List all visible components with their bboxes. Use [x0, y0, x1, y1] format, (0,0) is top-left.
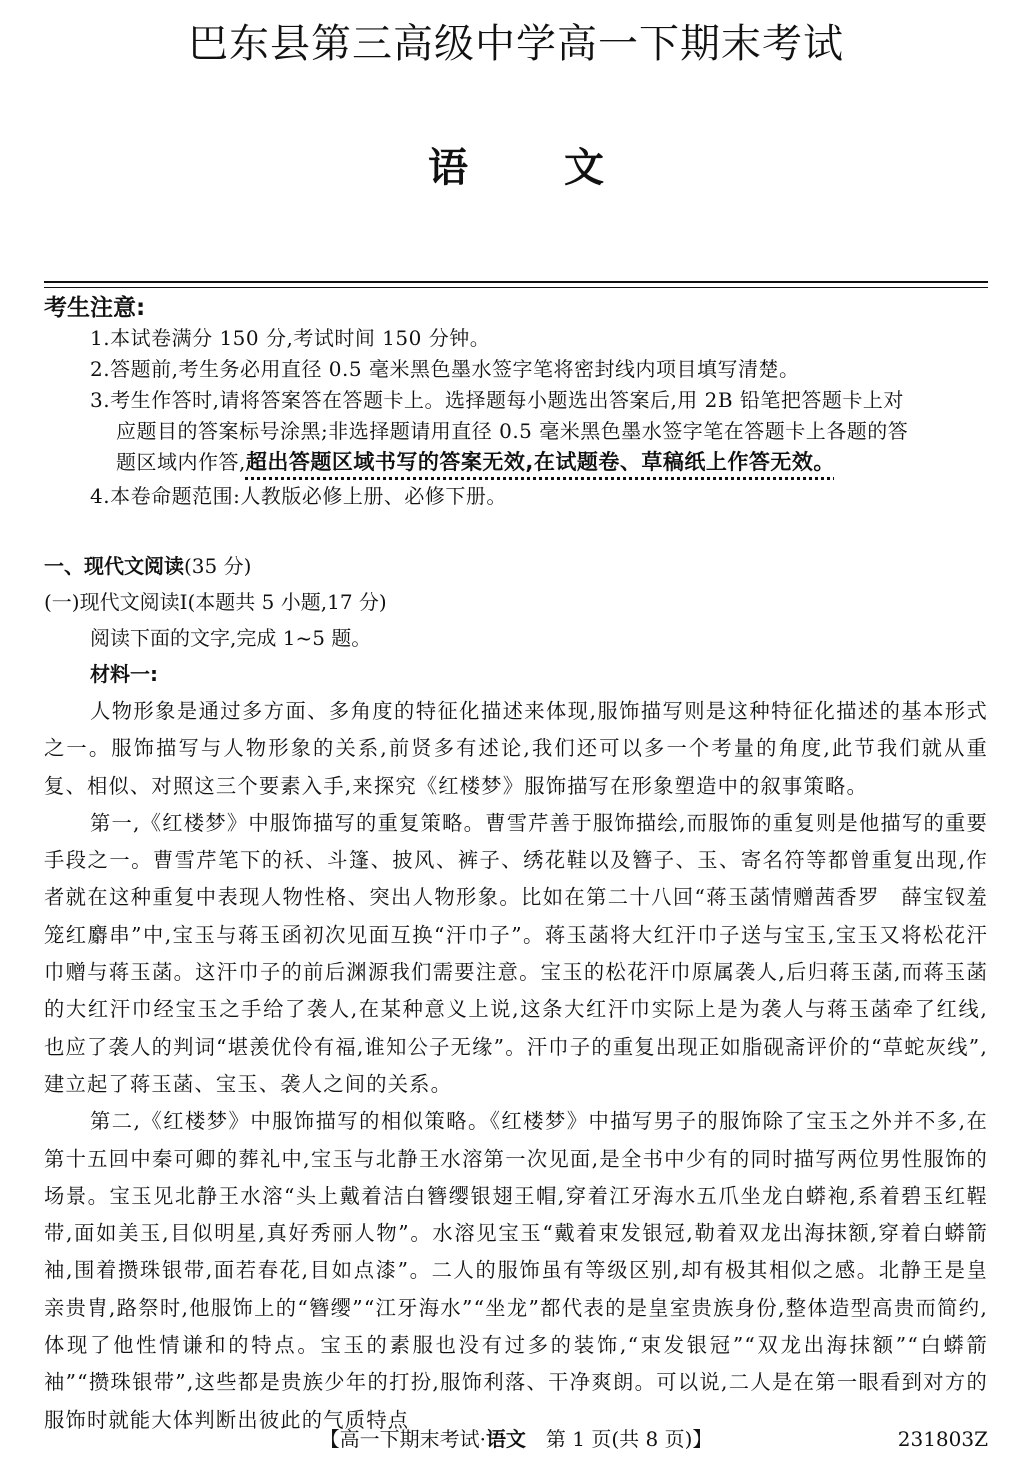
exam-title: 巴东县第三高级中学高一下期末考试	[188, 21, 844, 67]
footer-page-info: 第 1 页(共 8 页)】	[525, 1427, 713, 1451]
subject-title	[0, 136, 1032, 193]
material-label: 材料一:	[90, 662, 158, 686]
passage-paragraph-3: 第二,《红楼梦》中服饰描写的相似策略。《红楼梦》中描写男子的服饰除了宝玉之外并不多,在第十五回中秦可卿的葬礼中,宝玉与北静王水溶第一次见面,是全书中少有的同时描写两位男性服饰的场景。宝玉见北静王水溶“头上戴着洁白簪缨银翅王帽,穿着江牙海水五爪坐龙白蟒袍,系着碧玉红鞓带,面如美玉,目似明星,真好秀丽人物”。水溶见宝玉“戴着束发银冠,勒着双龙出海抹额,穿着白蟒箭袖,围着攒珠银带,面若春花,目如点漆”。二人的服饰虽有等级区别,却有极其相似之感。北静王是皇亲贵胄,路祭时,他服饰上的“簪缨”“江牙海水”“坐龙”都代表的是皇室贵族身份,整体造型高贵而简约,体现了他性情谦和的特点。宝玉的素服也没有过多的装饰,“束发银冠”“双龙出海抹额”“白蟒箭袖”“攒珠银带”,这些都是贵族少年的打扮,服饰利落、干净爽朗。可以说,二人是在第一眼看到对方的服饰时就能大体判断出彼此的气质特点	[44, 1109, 988, 1432]
notice-item-2: 2.答题前,考生务必用直径 0.5 毫米黑色墨水签字笔将密封线内项目填写清楚。	[90, 357, 800, 381]
notice-item-3-plain: 题区域内作答,	[116, 450, 246, 474]
notice-heading: 考生注意:	[44, 295, 146, 321]
section-heading	[44, 550, 251, 582]
passage-paragraph-2: 第一,《红楼梦》中服饰描写的重复策略。曹雪芹善于服饰描绘,而服饰的重复则是他描写的重要手段之一。曹雪芹笔下的袄、斗篷、披风、裤子、绣花鞋以及簪子、玉、寄名符等都曾重复出现,作者就在这种重复中表现人物性格、突出人物形象。比如在第二十八回“蒋玉菡情赠茜香罗 薛宝钗羞笼红麝串”中,宝玉与蒋玉函初次见面互换“汗巾子”。蒋玉菡将大红汗巾子送与宝玉,宝玉又将松花汗巾赠与蒋玉菡。这汗巾子的前后渊源我们需要注意。宝玉的松花汗巾原属袭人,后归蒋玉菡,而蒋玉菡的大红汗巾经宝玉之手给了袭人,在某种意义上说,这条大红汗巾实际上是为袭人与蒋玉菡牵了红线,也应了袭人的判词“堪羡优伶有福,谁知公子无缘”。汗巾子的重复出现正如脂砚斋评价的“草蛇灰线”,建立起了蒋玉菡、宝玉、袭人之间的关系。	[44, 810, 988, 1096]
notice-item-3	[90, 385, 988, 478]
footer-subject: 语文	[485, 1427, 526, 1451]
header-rule-thin	[44, 287, 988, 288]
notice-item-3-line-1: 3.考生作答时,请将答案答在答题卡上。选择题每小题选出答案后,用 2B 铅笔把答题卡上对	[90, 388, 904, 412]
footer-label-pre: 【高一下期末考试·	[319, 1427, 486, 1451]
notice-item-3-line-3	[90, 447, 988, 478]
notice-item-3-line-2: 应题目的答案标号涂黑;非选择题请用直径 0.5 毫米黑色墨水签字笔在答题卡上各题的答	[116, 419, 909, 443]
section-score: (35 分)	[184, 554, 252, 578]
page-footer	[0, 1425, 1032, 1453]
passage-paragraph-1: 人物形象是通过多方面、多角度的特征化描述来体现,服饰描写则是这种特征化描述的基本形式之一。服饰描写与人物形象的关系,前贤多有述论,我们还可以多一个考量的角度,此节我们就从重复、相似、对照这三个要素入手,来探究《红楼梦》服饰描写在形象塑造中的叙事策略。	[44, 699, 988, 798]
exam-code: 231803Z	[897, 1427, 988, 1451]
subject-char-2: 文	[564, 145, 604, 191]
section-title: 一、现代文阅读	[44, 554, 184, 578]
notice-item-3-emphasis: 超出答题区域书写的答案无效,在试题卷、草稿纸上作答无效。	[245, 450, 835, 474]
notice-item-1: 1.本试卷满分 150 分,考试时间 150 分钟。	[90, 326, 491, 350]
reading-instruction: 阅读下面的文字,完成 1~5 题。	[90, 626, 372, 650]
header-rule-thick	[44, 281, 988, 283]
subject-char-1: 语	[428, 145, 468, 191]
subsection-heading: (一)现代文阅读Ⅰ(本题共 5 小题,17 分)	[44, 590, 387, 614]
notice-item-4: 4.本卷命题范围:人教版必修上册、必修下册。	[90, 484, 507, 508]
passage	[44, 693, 988, 1439]
